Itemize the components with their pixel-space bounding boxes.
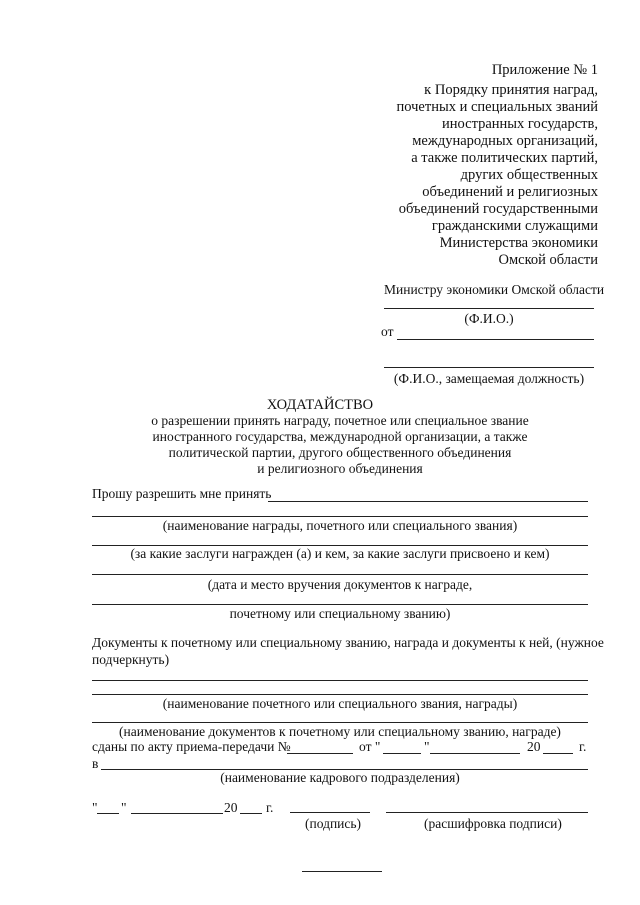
appendix-line: гражданскими служащими — [431, 218, 598, 234]
appendix-line: Омской области — [498, 252, 598, 268]
caption-merits: (за какие заслуги награжден (а) и кем, за какие заслуги присвоено и кем) — [130, 546, 550, 561]
appendix-line: других общественных — [460, 167, 598, 183]
from-caption: (Ф.И.О., замещаемая должность) — [393, 371, 585, 386]
decode-line[interactable] — [386, 812, 588, 813]
sign-quote-close: " — [121, 800, 127, 815]
fio-caption: (Ф.И.О.) — [464, 311, 514, 326]
appendix-line: международных организаций, — [412, 133, 598, 149]
act-number-line[interactable] — [287, 753, 353, 754]
act-year-line[interactable] — [543, 753, 573, 754]
appendix-line: Приложение № 1 — [491, 62, 598, 78]
request-label: Прошу разрешить мне принять — [92, 486, 272, 501]
act-text: сданы по акту приема-передачи № — [92, 739, 291, 754]
documents-text-2: подчеркнуть) — [92, 652, 170, 667]
from-line[interactable] — [397, 339, 594, 340]
caption-decode: (расшифровка подписи) — [424, 816, 562, 831]
signature-line[interactable] — [290, 812, 370, 813]
sign-year-line[interactable] — [240, 813, 262, 814]
sign-month-line[interactable] — [131, 813, 223, 814]
caption-date-1: (дата и место вручения документов к награде, — [207, 577, 473, 592]
act-year-prefix: 20 — [527, 739, 541, 754]
sign-year-prefix: 20 — [224, 800, 238, 815]
appendix-line: объединений и религиозных — [422, 184, 598, 200]
date-input-line[interactable] — [92, 574, 588, 575]
act-month-line[interactable] — [430, 753, 520, 754]
sign-year-suffix: г. — [266, 800, 274, 815]
subtitle-line: политической партии, другого общественного объединения — [168, 445, 512, 460]
bottom-separator — [302, 871, 382, 872]
sign-quote-open: " — [92, 800, 98, 815]
title-input-line-2[interactable] — [92, 694, 588, 695]
act-year-suffix: г. — [579, 739, 587, 754]
date-input-line-2[interactable] — [92, 604, 588, 605]
title-input-line[interactable] — [92, 680, 588, 681]
in-label: в — [92, 756, 99, 771]
caption-title: (наименование почетного или специального звания, награды) — [162, 696, 518, 711]
appendix-line: объединений государственными — [398, 201, 598, 217]
documents-text-1: Документы к почетному или специальному званию, награда и документы к ней, (нужное — [92, 635, 604, 650]
caption-sign: (подпись) — [305, 816, 362, 831]
appendix-line: а также политических партий, — [411, 150, 598, 166]
act-from: от " — [359, 739, 381, 754]
docs-input-line[interactable] — [92, 722, 588, 723]
act-day-line[interactable] — [383, 753, 421, 754]
appendix-line: иностранных государств, — [442, 116, 598, 132]
award-input-line[interactable] — [268, 501, 588, 502]
award-input-line-2[interactable] — [92, 516, 588, 517]
subtitle-line: о разрешении принять награду, почетное или специальное звание — [151, 413, 529, 428]
caption-dept: (наименование кадрового подразделения) — [220, 770, 460, 785]
caption-date-2: почетному или специальному званию) — [229, 606, 451, 621]
caption-docs: (наименование документов к почетному или специальному званию, награде) — [119, 724, 561, 739]
appendix-line: почетных и специальных званий — [396, 99, 598, 115]
addressee-to: Министру экономики Омской области — [384, 282, 605, 297]
document-title: ХОДАТАЙСТВО — [266, 397, 374, 413]
appendix-line: Министерства экономики — [439, 235, 598, 251]
sign-day-line[interactable] — [97, 813, 119, 814]
subtitle-line: иностранного государства, международной организации, а также — [152, 429, 528, 444]
appendix-line: к Порядку принятия наград, — [424, 82, 598, 98]
fio-line[interactable] — [384, 308, 594, 309]
act-quote-close: " — [424, 739, 430, 754]
from-label: от — [381, 324, 394, 339]
caption-award: (наименование награды, почетного или специального звания) — [162, 518, 518, 533]
subtitle-line: и религиозного объединения — [257, 461, 423, 476]
position-line[interactable] — [384, 367, 594, 368]
